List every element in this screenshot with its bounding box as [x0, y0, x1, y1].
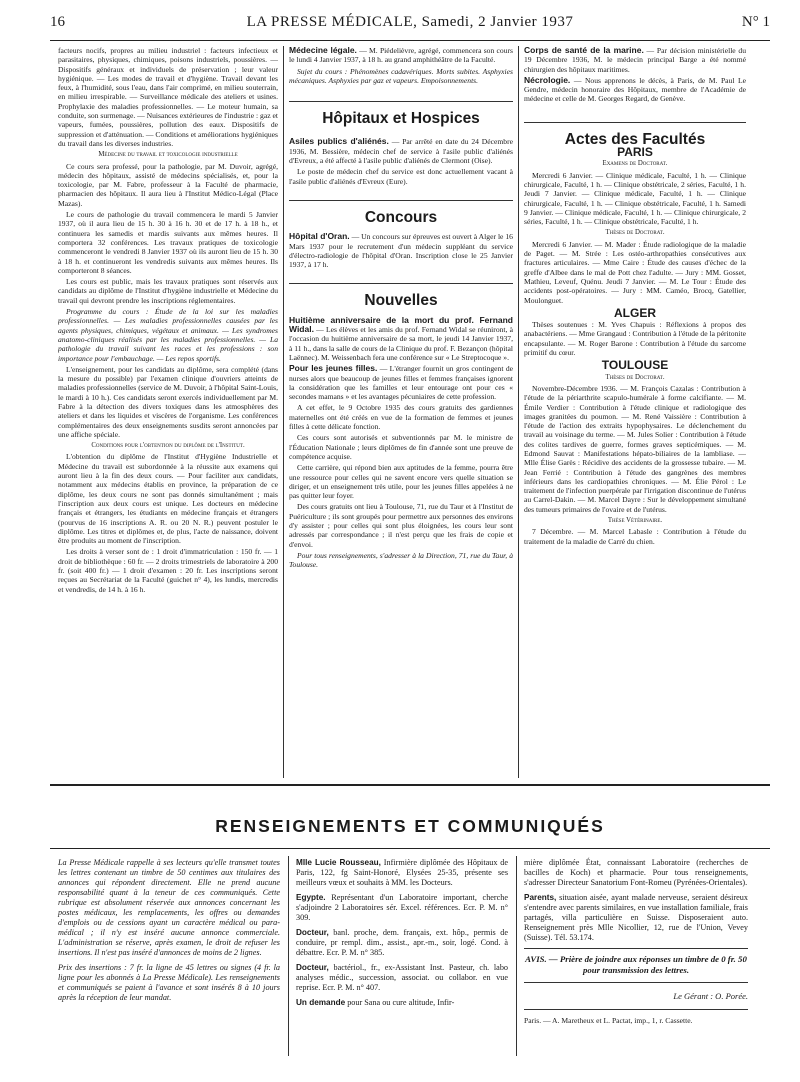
text-paragraph: Les droits à verser sont de : 1 droit d'immatriculation : 150 fr. — 1 droit de bibliothèque : 60 fr. — 2 droits trimestriels de laboratoire à 200 fr. (soit 400 fr.) — 1 droit d'examen : 20 fr. Les inscriptions seront reçues au Secrétariat de la Faculté (guichet n° 4), les lundis, mercredis et vendredis, de 14 h. à 16 h. [58, 547, 278, 594]
text-paragraph: A cet effet, le 9 Octobre 1935 des cours gratuits des gardiennes maternelles ont été créés en vue de la formation de femmes et jeunes filles à cette délicate fonction. [289, 403, 513, 432]
gerant-signature: Le Gérant : O. Porée. [673, 991, 748, 1001]
ad-lead: Docteur, [296, 928, 329, 937]
section-rule [50, 784, 770, 786]
item-lead: Médecine légale. [289, 46, 357, 55]
classified-ad: mière diplômée État, connaissant Laboratoire (recherches de bacilles de Koch) et pharmacie. Pour tous renseignements, s'adresser Directeur Sanatorium Font-Romeu (Pyrénées-Orientales). [524, 858, 748, 887]
section-subheading: Examens de Doctorat. [602, 160, 668, 168]
column-divider [283, 46, 284, 778]
item-lead: Nécrologie. [524, 74, 571, 85]
section-subheading: Thèses de Doctorat. [605, 373, 665, 381]
section-divider [524, 1009, 748, 1010]
section-title-hopitaux: Hôpitaux et Hospices [322, 110, 480, 128]
classified-ad [296, 928, 508, 958]
text-paragraph: Mercredi 6 Janvier. — Clinique médicale, Faculté, 1 h. — Clinique chirurgicale, Faculté, 1 h. — Clinique obstétricale, 2 séries, Faculté, 1 h. Jeudi 7 Janvier. — Clinique médicale, Faculté, 1 h. — Clinique chirurgicale, Faculté, 1 h. — Clinique obstétricale, Faculté, 1 h. Samedi 9 Janvier. — Clinique médicale, Faculté, 1 h. — Clinique chirurgicale, 2 séries, Faculté, 1 h. — Clinique obstétricale, Faculté, 1 h. [524, 170, 746, 227]
text-paragraph: Les cours est public, mais les travaux pratiques sont réservés aux candidats au diplôme de l'Institut d'hygiène industrielle et Médecine du travail qui devront prendre les inscriptions réglementaires. [58, 277, 278, 305]
section-title-actes: Actes des Facultés [564, 130, 706, 148]
avis-notice: AVIS. — Prière de joindre aux réponses un timbre de 0 fr. 50 pour transmission des lettres. [525, 954, 747, 975]
text-paragraph: Sujet du cours : Phénomènes cadavériques. Morts subites. Asphyxies mécaniques. Asphyxies par gaz et vapeurs. Empoisonnements. [289, 66, 513, 85]
item-text: — Par décision ministérielle du 19 Décembre 1936, M. le médecin principal Barge a été nommé chirurgien des hôpitaux maritimes. [524, 46, 746, 74]
section-subheading: Thèse Vétérinaire. [607, 517, 663, 525]
section-rule [50, 848, 770, 849]
column-divider [516, 856, 517, 1056]
text-paragraph: Programme du cours : Étude de la loi sur les maladies professionnelles. — Les maladies professionnelles causées par les agents physiques, chimiques, végétaux et animaux. — Les syndromes anatomo-cliniques réalisés par les maladies professionnelles. — La pathologie du travail suivant les races et les professions : son importance pour l'embauchage. — Les repos sportifs. [58, 307, 278, 363]
text-paragraph: Ces cours sont autorisés et subventionnés par M. le ministre de l'Éducation Nationale ; leurs diplômes de fin d'année sont une preuve de compétence acquise. [289, 433, 513, 461]
ad-lead: Parents, [524, 893, 557, 902]
column-right [524, 46, 746, 776]
section-divider [289, 283, 513, 284]
section-subheading: Thèses de Doctorat. [605, 229, 665, 237]
text-paragraph: L'obtention du diplôme de l'Institut d'Hygiène Industrielle et Médecine du travail est subordonnée à la réussite aux examens qui auront lieu à la fin des deux cours. — Pour faciliter aux candidats, notamment aux médecins établis en province, la préparation de ce diplôme, les deux cours ne sont pas donnés simultanément ; mais l'inscription aux deux cours est unique. Les docteurs en médecine français et étrangers, les étudiants en médecine français et étrangers (pourvus de 16 inscriptions A. R. ou 20 N. R.) peuvent postuler le diplôme. Les titres et diplômes et, de plus, l'acte de naissance, doivent être produits au moment de l'inscription. [58, 452, 278, 546]
text-paragraph: Ce cours sera professé, pour la pathologie, par M. Duvoir, agrégé, médecin des hôpitaux, assisté de médecins spécialisés, et, pour la toxicologie, par M. Fabre, professeur à la Faculté de pharmacie, pharmacien des hôpitaux. Il aura lieu à l'Institut Médico-Légal (Place Mazas). [58, 161, 278, 208]
ad-lead: Docteur, [296, 963, 329, 972]
item-text: — Un concours sur épreuves est ouvert à Alger le 16 Mars 1937 pour le recrutement d'un médecin suppléant du service d'électro-radiologie de l'hôpital d'Oran. Inscription close le 25 Janvier 1937, à 17 h. [289, 232, 513, 270]
text-paragraph: Prix des insertions : 7 fr. la ligne de 45 lettres ou signes (4 fr. la ligne pour les abonnés à La Presse Médicale). Les renseignements et communiqués se paient à l'avance et sont insérés 8 à 10 jours après la réception de leur mandat. [58, 963, 280, 1002]
text-paragraph: Cette carrière, qui répond bien aux aptitudes de la femme, pourra être une ressource pour celles qui ne savent encore vers quelle situation se diriger, et un enseignement très utile, pour les jeunes filles appelées à ne pas quitter leur foyer. [289, 463, 513, 501]
journal-title: LA PRESSE MÉDICALE, Samedi, 2 Janvier 1937 [246, 14, 574, 30]
page-number: 16 [50, 14, 65, 30]
item-text: — M. Piédelièvre, agrégé, commencera son cours le lundi 4 Janvier 1937, à 18 h. au grand amphithéâtre de la Faculté. [289, 46, 513, 65]
section-subheading: Médecine du travail et toxicologie industrielle [98, 151, 238, 159]
section-divider [289, 200, 513, 201]
text-paragraph: facteurs nocifs, propres au milieu industriel : facteurs infectieux et parasitaires, physiques, chimiques, poisons industriels, poussières. — Dispositifs généraux et individuels de préservation ; leur valeur hygiénique. — Les modes de travail et d'hygiène. Travail devant les feux, à l'humidité, sous l'eau, dans l'air comprimé, en milieu souterrain, en milieu irrespirable. — Surveillance médicale des ateliers et usines. Prophylaxie des maladies professionnelles. — Le moteur humain, sa conduite, son surmenage. — Nuisances extérieures de l'industrie : gaz et vapeurs, fumées, poussières, pollution des eaux. Dispositifs de suppression et d'atténuation. — Conditions et améliorations hygiéniques du travail dans les diverses industries. [58, 46, 278, 148]
classifieds-notice [58, 858, 280, 1008]
column-divider [288, 856, 289, 1056]
running-head [50, 14, 770, 36]
item-lead: Pour les jeunes filles. [289, 363, 378, 374]
ad-text: banl. proche, dem. français, ext. hôp., permis de conduire, pr rempl. dim., assist., apr.-m., soir, logé. Cond. à débattre. Ecr. P. M. n° 385. [296, 928, 508, 957]
section-title-concours: Concours [364, 208, 438, 226]
section-divider [524, 122, 746, 123]
ad-text: bactériol., fr., ex-Assistant Inst. Pasteur, ch. labo analyses médic., succession, associat. ou collabor. en vue reprise. Ecr. P. M. n° 407. [296, 963, 509, 992]
section-title-nouvelles: Nouvelles [364, 292, 438, 310]
ad-text: situation aisée, ayant malade nerveuse, seraient désireux s'entendre avec parents similaires, en vue installation familiale, frais partagés, villa particulière en Suisse. Disposeraient auto. Renseignement près Mlle Nicollier, 12, rue de l'Union, Vevey (Suisse). Tél. 53.174. [524, 893, 748, 942]
column-middle [289, 46, 513, 776]
text-paragraph: Thèses soutenues : M. Yves Chapuis : Réflexions à propos des anabactériens. — Mme Grangaud : Contribution à l'étude de la péritonite encapsulante. — M. Roger Barone : Contribution à l'étude du sarcome primitif du cœur. [524, 320, 746, 358]
text-paragraph: L'enseignement, pour les candidats au diplôme, sera complété (dans la mesure du possible) par l'examen clinique d'ouvriers atteints de maladies professionnelles (service de M. Duvoir, à l'hôpital Saint-Louis, le mardi à 10 h.). Ces candidats seront exercés individuellement par M. Fabre à la détection des divers toxiques dans les atmosphères des ateliers et dans les liquides et viscères de l'organisme. Les conférences complémentaires des deux enseignements susdits seront annoncées par une affiche spéciale. [58, 364, 278, 439]
item-text: — L'étranger fournit un gros contingent de nurses alors que beaucoup de jeunes filles et femmes françaises ignorent la considération que les familles et leur entourage ont pour ces « secondes mamans » et les avantages pécuniaires de cette profession. [289, 364, 513, 402]
section-divider [524, 948, 748, 949]
faculty-title-toulouse: TOULOUSE [601, 358, 669, 373]
header-rule [50, 40, 770, 41]
column-divider [518, 46, 519, 778]
item-lead: Hôpital d'Oran. [289, 231, 350, 242]
issue-number: N° 1 [741, 14, 770, 30]
classified-ad [296, 893, 508, 923]
section-subheading: Conditions pour l'obtention du diplôme de l'Institut. [91, 442, 245, 450]
faculty-title-alger: ALGER [614, 305, 656, 320]
classified-ad [296, 963, 508, 993]
printer-imprint: Paris. — A. Maretheux et L. Pactat, imp., 1, r. Cassette. [524, 1016, 693, 1025]
item-lead: Corps de santé de la marine. [524, 46, 644, 55]
ad-text: Représentant d'un Laboratoire important, cherche s'adjoindre 2 Laboratoires sér. Excel. références. Ecr. P. M. n° 309. [296, 893, 509, 922]
text-paragraph: Des cours gratuits ont lieu à Toulouse, 71, rue du Taur et à l'Institut de Puériculture ; ils sont groupés pour permettre aux personnes des environs d'y assister ; pour celles qui sont plus éloignées, les cours leur sont adressés par correspondance ; il n'est perçu que les frais de copie et d'envoi. [289, 502, 513, 549]
item-lead: Asiles publics d'aliénés. [289, 136, 389, 147]
ad-lead: Egypte. [296, 893, 326, 902]
renseignements-title: RENSEIGNEMENTS ET COMMUNIQUÉS [215, 816, 605, 836]
text-paragraph: Le cours de pathologie du travail commencera le mardi 5 Janvier 1937, où il aura lieu de 15 h. 30 à 16 h. 30 et de 17 h. à 18 h., et continuera les samedis et mardis suivants aux mêmes heures. Il comportera 32 conférences. Les travaux pratiques de toxicologie commenceront le vendredi 8 Janvier 1937 où ils auront lieu de 15 h. 30 à 18 h. et continueront les vendredis suivants aux mêmes heures. Ils comporteront 8 séances. [58, 210, 278, 275]
item-text: — Nous apprenons le décès, à Paris, de M. Paul Le Gendre, médecin honoraire des Hôpitaux, membre de l'Académie de médecine et celle de M. Georges Regard, de Genève. [524, 75, 746, 104]
classifieds-right [524, 858, 748, 1026]
text-paragraph: La Presse Médicale rappelle à ses lecteurs qu'elle transmet toutes les lettres contenant un timbre de 50 centimes aux titulaires des annonces qui répondent directement. Elle ne prend aucune responsabilité quant à la teneur de ces communiqués. Cette rubrique est absolument réservée aux annonces concernant les postes médicaux, les remplacements, les offres ou demandes d'emplois ou de cessions ayant un caractère médical ou para-médical ; il n'y est inséré aucune annonce commerciale. L'administration se réserve, après examen, le droit de refuser les insertions. Il n'est pas inséré d'annonces de moins de 2 lignes. [58, 858, 280, 957]
section-divider [524, 982, 748, 983]
text-paragraph: Mercredi 6 Janvier. — M. Mader : Étude radiologique de la maladie de Paget. — M. Strée : Les ostéo-arthropathies consécutives aux fractures articulaires. — Mme Caire : Étude des causes d'échec de la greffe d'Albee dans le mal de Pott chez l'adulte. — Jury : MM. Gosset, Mathieu, Leveuf, Quénu. Jeudi 7 Janvier. — M. Le Tour : Étude des accidents post-opératoires. — Jury : MM. Caméo, Brocq, Gatellier, Moulonguet. [524, 239, 746, 305]
item-text: — Les élèves et les amis du prof. Fernand Widal se réuniront, à l'occasion du huitième anniversaire de sa mort, le jeudi 14 Janvier 1937, à 11 h., dans la salle de cours de la Clinique du prof. F. Bezançon (hôpital Laënnec). M. Weissenbach fera une conférence sur « Le Streptocoque ». [289, 325, 513, 362]
classified-ad [296, 858, 508, 888]
ad-lead: Un demande [296, 998, 346, 1007]
text-paragraph: Pour tous renseignements, s'adresser à la Direction, 71, rue du Taur, à Toulouse. [289, 550, 513, 570]
section-divider [289, 101, 513, 102]
item-text: — Par arrêté en date du 24 Décembre 1936, M. Bessière, médecin chef de service à l'asile public d'aliénés d'Evreux, a été affecté à l'asile public d'aliénés de Clermont (Oise). [289, 137, 513, 166]
ad-text: pour Sana ou cure altitude, Infir- [347, 998, 455, 1007]
classifieds-middle [296, 858, 508, 1013]
ad-lead: Mlle Lucie Rousseau, [296, 858, 381, 867]
item-lead: Huitième anniversaire de la mort du prof. Fernand Widal. [289, 314, 513, 335]
column-left [58, 46, 278, 776]
text-paragraph: Le poste de médecin chef du service est donc actuellement vacant à l'asile public d'aliénés d'Evreux (Eure). [289, 167, 513, 186]
text-paragraph: 7 Décembre. — M. Marcel Labasle : Contribution à l'étude du traitement de la maladie de Carré du chien. [524, 527, 746, 546]
classified-ad [524, 893, 748, 943]
text-paragraph: Novembre-Décembre 1936. — M. François Cazalas : Contribution à l'étude de la périarthrite scapulo-humérale à forme calcifiante. — M. Émile Verdier : Contribution à l'étude clinique et radiologique des images granitées du poumon. — M. René Vaissière : Contribution à l'étude de l'action des extraits hypophysaires. Le déclenchement du travail au voisinage du terme. — M. Jules Solier : Contribution à l'étude des colites tardives de guerre, formes graves septicémiques. — M. Edmond Sauvat : Manifestations hépato-biliaires de la lambliase. — Mlle Élise Garès : Récidive des accidents de la grossesse tubaire. — M. Jean Ferrié : Contribution à l'étude des gangrènes des membres inférieurs dans les cardiopathies chroniques. — M. Élie Pérol : Le traitement de l'infection puerpérale par l'irrigation discontinue de l'utérus au Carrel-Dakin. — M. Marcel Dayre : Sur le développement simultané des tumeurs primaires de l'ovaire et de l'utérus. [524, 383, 746, 514]
faculty-title-paris: PARIS [617, 145, 653, 160]
classified-ad [296, 998, 508, 1008]
ad-text: Infirmière diplômée des Hôpitaux de Paris, 122, fg Saint-Honoré, Elysées 25-35, présente ses meilleurs vœux et souhaits à MM. les Docteurs. [296, 858, 509, 887]
